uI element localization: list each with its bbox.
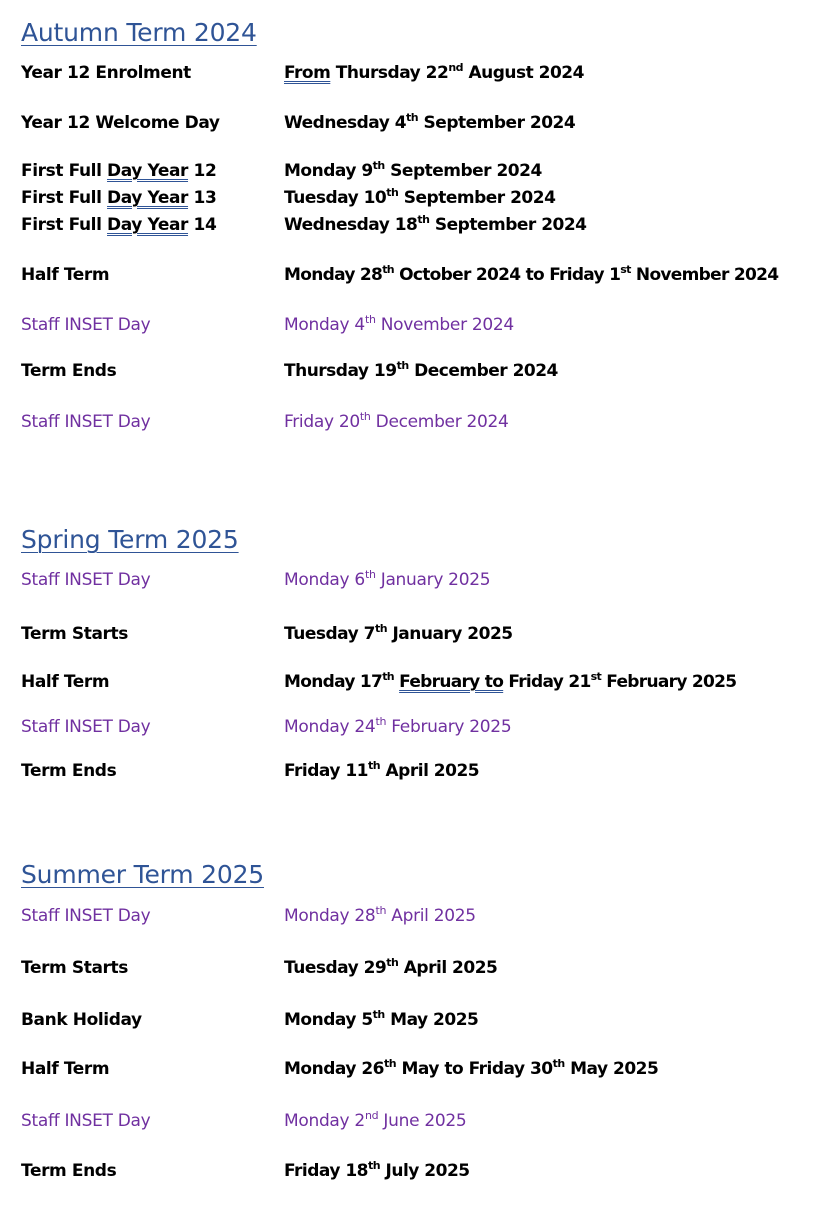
row-label: Staff INSET Day	[21, 717, 151, 737]
ordinal-suffix: th	[386, 186, 399, 199]
summer-bank-holiday-row	[0, 1008, 818, 1032]
spring-term-heading: Spring Term 2025	[21, 525, 239, 554]
row-date	[284, 186, 555, 210]
ordinal-suffix: th	[368, 1159, 381, 1172]
date-text: Monday 28	[284, 265, 383, 285]
date-text: May 2025	[564, 1059, 659, 1079]
date-text: May 2025	[384, 1010, 479, 1030]
autumn-inset-day-1-row	[0, 313, 818, 337]
ordinal-suffix: th	[375, 715, 387, 728]
date-text: Friday 21	[503, 672, 591, 692]
date-text: Thursday 22	[330, 63, 449, 83]
spellcheck-word: February to	[399, 672, 504, 692]
date-text: January 2025	[387, 624, 513, 644]
date-text: October 2024 to Friday 1	[393, 265, 621, 285]
label-text: 14	[188, 215, 217, 235]
autumn-term-heading: Autumn Term 2024	[21, 18, 257, 47]
summer-term-starts-row	[0, 956, 818, 980]
ordinal-suffix: th	[372, 159, 385, 172]
date-text: November 2024	[630, 265, 779, 285]
date-text: November 2024	[375, 315, 514, 335]
row-label: Term Ends	[21, 1161, 117, 1181]
date-text: December 2024	[408, 361, 558, 381]
ordinal-suffix: th	[364, 568, 376, 581]
ordinal-suffix: th	[359, 410, 371, 423]
date-text: Thursday 19	[284, 361, 397, 381]
ordinal-suffix: nd	[448, 61, 464, 74]
date-text: September 2024	[429, 215, 587, 235]
row-date	[284, 111, 575, 135]
date-text: Monday 6	[284, 570, 365, 590]
date-text: Friday 20	[284, 412, 360, 432]
autumn-term-ends-row	[0, 359, 818, 383]
row-date	[284, 622, 513, 646]
summer-inset-day-1-row	[0, 904, 818, 928]
row-label: Staff INSET Day	[21, 1111, 151, 1131]
ordinal-suffix: th	[375, 904, 387, 917]
row-label: Year 12 Welcome Day	[21, 113, 220, 133]
date-text: Monday 17	[284, 672, 383, 692]
spring-inset-day-2-row	[0, 715, 818, 739]
row-date	[284, 410, 509, 434]
row-label: Staff INSET Day	[21, 570, 151, 590]
row-date	[284, 904, 476, 928]
spellcheck-word: Day Year	[107, 188, 189, 208]
row-label: Term Starts	[21, 958, 128, 978]
autumn-welcome-row	[0, 111, 818, 135]
label-text: First Full	[21, 161, 108, 181]
row-label: Term Ends	[21, 361, 117, 381]
row-label: Bank Holiday	[21, 1010, 142, 1030]
ordinal-suffix: nd	[364, 1109, 379, 1122]
date-text: Wednesday 4	[284, 113, 407, 133]
date-text: Wednesday 18	[284, 215, 418, 235]
row-date	[284, 1008, 478, 1032]
ordinal-suffix: th	[396, 359, 409, 372]
date-text: Monday 24	[284, 717, 376, 737]
label-text: 13	[188, 188, 217, 208]
date-text: April 2025	[380, 761, 480, 781]
date-text: Tuesday 7	[284, 624, 375, 644]
ordinal-suffix: th	[417, 213, 430, 226]
row-date	[284, 359, 558, 383]
date-text: April 2025	[398, 958, 498, 978]
date-text: September 2024	[384, 161, 542, 181]
ordinal-suffix: th	[383, 1057, 397, 1070]
row-date	[284, 568, 490, 592]
row-date	[284, 1109, 466, 1133]
label-text: First Full	[21, 215, 108, 235]
date-text: July 2025	[380, 1161, 470, 1181]
date-text: Monday 28	[284, 906, 376, 926]
autumn-half-term-row	[0, 263, 818, 287]
date-text: Monday 9	[284, 161, 373, 181]
date-text: February 2025	[601, 672, 737, 692]
date-text: April 2025	[386, 906, 476, 926]
date-text: September 2024	[418, 113, 576, 133]
ordinal-suffix: th	[368, 759, 381, 772]
row-label: Staff INSET Day	[21, 906, 151, 926]
row-date	[284, 670, 736, 694]
summer-term-heading: Summer Term 2025	[21, 860, 264, 889]
date-text: June 2025	[378, 1111, 467, 1131]
date-text: May to Friday 30	[396, 1059, 553, 1079]
date-text: Friday 18	[284, 1161, 369, 1181]
date-text: Friday 11	[284, 761, 369, 781]
row-label: Half Term	[21, 1059, 110, 1079]
date-text: September 2024	[398, 188, 556, 208]
autumn-enrolment-row	[0, 61, 818, 85]
spellcheck-word: Day Year	[107, 161, 189, 181]
row-label: Staff INSET Day	[21, 412, 151, 432]
ordinal-suffix: st	[620, 263, 631, 276]
summer-half-term-row	[0, 1057, 818, 1081]
date-text: Monday 2	[284, 1111, 365, 1131]
date-text: Monday 5	[284, 1010, 373, 1030]
ordinal-suffix: th	[372, 1008, 385, 1021]
row-label	[21, 213, 216, 237]
ordinal-suffix: th	[374, 622, 388, 635]
ordinal-suffix: th	[382, 263, 394, 276]
date-text: January 2025	[375, 570, 491, 590]
spring-half-term-row	[0, 670, 818, 694]
summer-term-ends-row	[0, 1159, 818, 1183]
row-date	[284, 61, 584, 85]
row-label	[21, 159, 216, 183]
row-date	[284, 1159, 470, 1183]
row-label: Half Term	[21, 672, 110, 692]
label-text: First Full	[21, 188, 108, 208]
ordinal-suffix: th	[406, 111, 419, 124]
row-label: Year 12 Enrolment	[21, 63, 191, 83]
date-text: December 2024	[370, 412, 509, 432]
ordinal-suffix: th	[364, 313, 376, 326]
row-date	[284, 759, 479, 783]
row-date	[284, 313, 514, 337]
row-date	[284, 213, 587, 237]
row-label: Staff INSET Day	[21, 315, 151, 335]
row-date	[284, 956, 497, 980]
autumn-first-day-y12-row	[0, 159, 818, 183]
date-text: August 2024	[463, 63, 584, 83]
autumn-inset-day-2-row	[0, 410, 818, 434]
spring-term-ends-row	[0, 759, 818, 783]
spellcheck-word: Day Year	[107, 215, 189, 235]
date-text: Monday 26	[284, 1059, 384, 1079]
ordinal-suffix: st	[590, 670, 602, 683]
row-date	[284, 263, 778, 287]
summer-inset-day-2-row	[0, 1109, 818, 1133]
ordinal-suffix: th	[382, 670, 394, 683]
date-text: Monday 4	[284, 315, 365, 335]
row-label: Term Starts	[21, 624, 128, 644]
row-label: Term Ends	[21, 761, 117, 781]
ordinal-suffix: th	[552, 1057, 565, 1070]
autumn-first-day-y13-row	[0, 186, 818, 210]
label-text: 12	[188, 161, 217, 181]
row-label: Half Term	[21, 265, 110, 285]
spring-inset-day-1-row	[0, 568, 818, 592]
row-date	[284, 1057, 658, 1081]
ordinal-suffix: th	[386, 956, 399, 969]
autumn-first-day-y14-row	[0, 213, 818, 237]
row-date	[284, 715, 511, 739]
row-date	[284, 159, 542, 183]
spring-term-starts-row	[0, 622, 818, 646]
date-text: Tuesday 10	[284, 188, 387, 208]
spellcheck-word: From	[284, 63, 331, 83]
date-text: February 2025	[386, 717, 512, 737]
row-label	[21, 186, 216, 210]
date-text: Tuesday 29	[284, 958, 387, 978]
